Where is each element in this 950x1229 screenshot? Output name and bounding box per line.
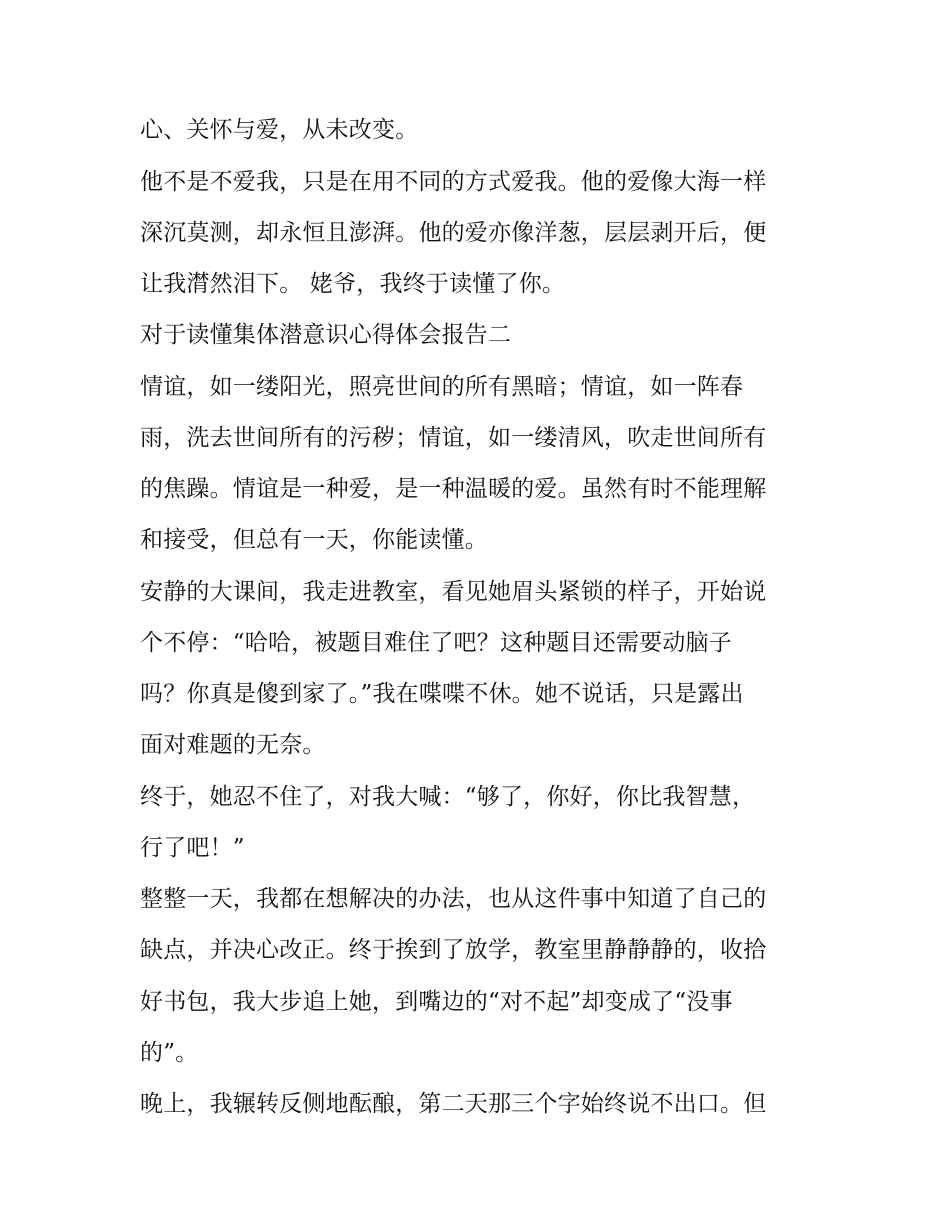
text-line: 他不是不爱我，只是在用不同的方式爱我。他的爱像大海一样 [140, 169, 767, 195]
text-line: 和接受，但总有一天，你能读懂。 [140, 527, 488, 553]
text-line: 晚上，我辗转反侧地酝酿，第二天那三个字始终说不出口。但 [140, 1091, 767, 1117]
text-line: 个不停：“哈哈，被题目难住了吧？这种题目还需要动脑子 [140, 630, 732, 656]
text-line: 心、关怀与爱，从未改变。 [140, 117, 419, 143]
text-line: 情谊，如一缕阳光，照亮世间的所有黑暗；情谊，如一阵春 [140, 374, 744, 400]
text-line: 整整一天，我都在想解决的办法，也从这件事中知道了自己的 [140, 886, 767, 912]
section-heading: 对于读懂集体潜意识心得体会报告二 [140, 322, 512, 348]
text-line: 雨，洗去世间所有的污秽；情谊，如一缕清风，吹走世间所有 [140, 425, 767, 451]
text-line: 好书包，我大步追上她，到嘴边的“对不起”却变成了“没事 [140, 989, 733, 1015]
text-line: 吗？你真是傻到家了。”我在喋喋不休。她不说话，只是露出 [140, 681, 744, 707]
text-line: 终于，她忍不住了，对我大喊：“够了，你好，你比我智慧， [140, 784, 756, 810]
text-line: 面对难题的无奈。 [140, 732, 326, 758]
text-line: 安静的大课间，我走进教室，看见她眉头紧锁的样子，开始说 [140, 579, 767, 605]
text-line: 的焦躁。情谊是一种爱，是一种温暖的爱。虽然有时不能理解 [140, 476, 767, 502]
text-line: 让我潸然泪下。 姥爷，我终于读懂了你。 [140, 271, 566, 297]
text-line: 深沉莫测，却永恒且澎湃。他的爱亦像洋葱，层层剥开后，便 [140, 220, 767, 246]
text-line: 缺点，并决心改正。终于挨到了放学，教室里静静静的，收拾 [140, 937, 767, 963]
text-line: 行了吧！” [140, 835, 245, 861]
text-line: 的”。 [140, 1040, 199, 1066]
